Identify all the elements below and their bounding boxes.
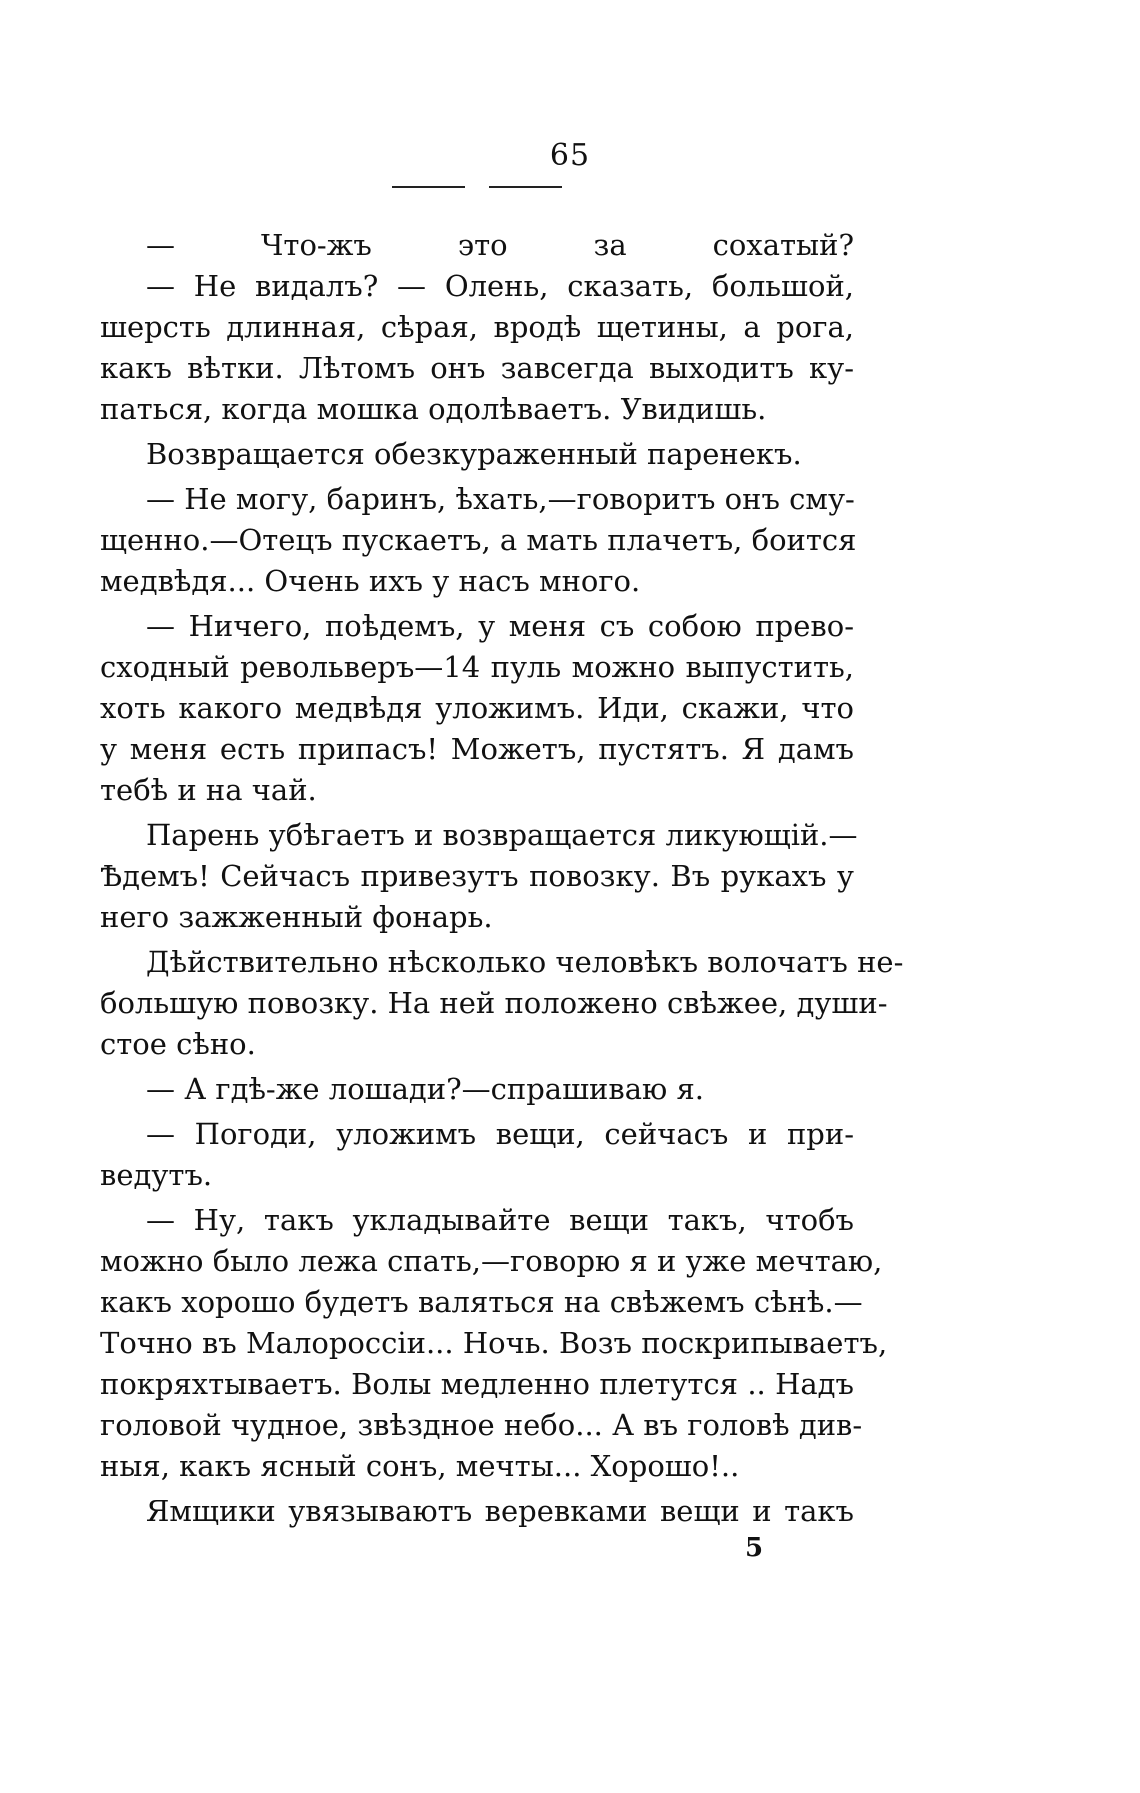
text-line: сходный револьверъ—14 пуль можно выпустить, [100,650,854,684]
text-line: Ямщики увязываютъ веревками вещи и такъ [146,1494,854,1528]
text-line: большую повозку. На ней положено свѣжее, души- [100,986,888,1020]
text-line: ведутъ. [100,1158,213,1192]
text-line: Дѣйствительно нѣсколько человѣкъ волочатъ не- [146,945,904,979]
text-line: — Не видалъ? — Олень, сказать, большой, [146,269,854,303]
signature-mark: 5 [745,1533,764,1563]
text-line: — А гдѣ-же лошади?—спрашиваю я. [146,1072,704,1106]
text-line: Точно въ Малороссіи... Ночь. Возъ поскрипываетъ, [100,1326,888,1360]
text-line: — Не могу, баринъ, ѣхать,—говоритъ онъ сму- [146,482,855,516]
text-line: можно было лежа спать,—говорю я и уже мечтаю, [100,1244,883,1278]
text-line: медвѣдя... Очень ихъ у насъ много. [100,564,641,598]
text-line: какъ вѣтки. Лѣтомъ онъ завсегда выходитъ ку- [100,351,854,385]
text-line: — Что-жъ это за сохатый? [146,228,854,262]
text-line: какъ хорошо будетъ валяться на свѣжемъ сѣнѣ.— [100,1285,863,1319]
text-line: у меня есть припасъ! Можетъ, пустятъ. Я дамъ [100,732,854,766]
text-line: Возвращается обезкураженный паренекъ. [146,437,802,471]
body-text [100,225,904,1532]
text-line: ныя, какъ ясный сонъ, мечты... Хорошо!.. [100,1449,740,1483]
text-line: стое сѣно. [100,1027,256,1061]
text-line: Ѣдемъ! Сейчасъ привезутъ повозку. Въ рукахъ у [100,859,854,893]
text-line: — Погоди, уложимъ вещи, сейчасъ и при- [146,1117,854,1151]
header-rule [392,186,562,188]
text-line: него зажженный фонарь. [100,900,493,934]
text-line: — Ну, такъ укладывайте вещи такъ, чтобъ [146,1203,854,1237]
text-line: тебѣ и на чай. [100,773,317,807]
text-line: паться, когда мошка одолѣваетъ. Увидишь. [100,392,767,426]
page-number: 65 [549,138,591,173]
text-line: щенно.—Отецъ пускаетъ, а мать плачетъ, боится [100,523,857,557]
text-line: головой чудное, звѣздное небо... А въ головѣ див- [100,1408,863,1442]
text-line: хоть какого медвѣдя уложимъ. Иди, скажи, что [100,691,854,725]
text-line: шерсть длинная, сѣрая, вродѣ щетины, а рога, [100,310,854,344]
text-line: Парень убѣгаетъ и возвращается ликующій.— [146,818,858,852]
text-line: — Ничего, поѣдемъ, у меня съ собою прево- [146,609,854,643]
text-line: покряхтываетъ. Волы медленно плетутся .. Надъ [100,1367,854,1401]
